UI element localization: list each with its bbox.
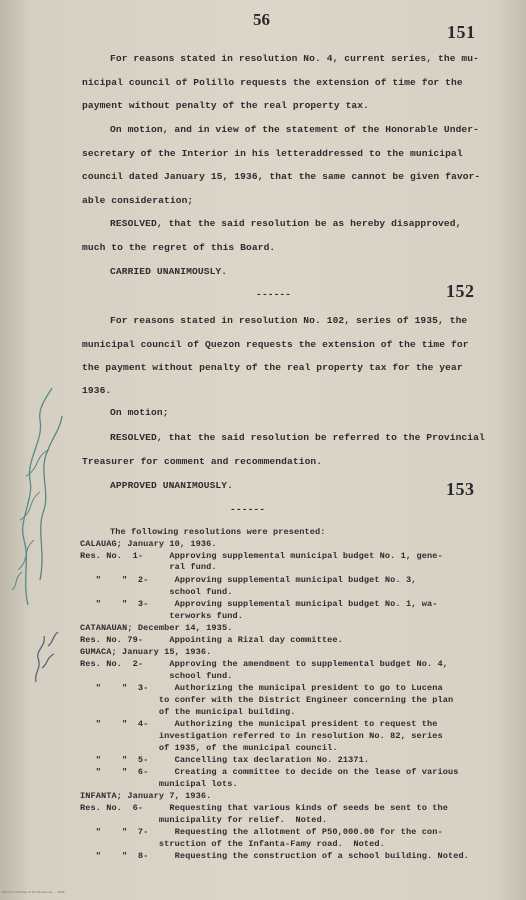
res151-line: payment without penalty of the real property tax. xyxy=(82,100,370,111)
resolution-number-153: 153 xyxy=(446,479,475,499)
res153-line: of the municipal building. xyxy=(80,707,296,717)
res153-line: struction of the Infanta-Famy road. Noted. xyxy=(80,839,385,849)
res153-line: school fund. xyxy=(80,671,233,681)
res153-line: terworks fund. xyxy=(80,611,243,621)
res151-line: secretary of the Interior in his letteraddressed to the municipal xyxy=(82,148,463,159)
res152-line: 1936. xyxy=(82,385,112,396)
res153-line: CALAUAG; January 10, 1936. xyxy=(80,539,217,549)
res152-line: RESOLVED, that the said resolution be referred to the Provincial xyxy=(110,432,485,443)
res153-line: The following resolutions were presented: xyxy=(110,527,326,537)
res152-line: Treasurer for comment and recommendation. xyxy=(82,456,323,467)
initials-mark xyxy=(28,628,62,686)
res151-line: able consideration; xyxy=(82,195,194,206)
separator: ------ xyxy=(256,289,292,300)
res152-line: On motion; xyxy=(110,407,169,418)
res153-line: Res. No. 79- Appointing a Rizal day committee. xyxy=(80,635,343,645)
res153-line: " " 3- Authorizing the municipal president to go to Lucena xyxy=(80,683,443,693)
res153-line: " " 4- Authorizing the municipal president to request the xyxy=(80,719,438,729)
footer-note: Record / Minutes of the Provincial ... 1936 xyxy=(2,890,65,894)
res151-line: For reasons stated in resolution No. 4, current series, the mu- xyxy=(110,53,480,64)
res153-line: municipality for relief. Noted. xyxy=(80,815,328,825)
resolution-number-152: 152 xyxy=(446,281,475,301)
res151-line: CARRIED UNANIMOUSLY. xyxy=(110,266,228,277)
res151-line: council dated January 15, 1936, that the same cannot be given favor- xyxy=(82,171,481,182)
res153-line: " " 2- Approving supplemental municipal budget No. 3, xyxy=(80,575,417,585)
res153-line: " " 8- Requesting the construction of a school building. Noted. xyxy=(80,851,470,861)
res153-line: " " 7- Requesting the allotment of P50,000.00 for the con- xyxy=(80,827,443,837)
res153-line: Res. No. 2- Approving the amendment to supplemental budget No. 4, xyxy=(80,659,448,669)
res151-line: RESOLVED, that the said resolution be as hereby disapproved, xyxy=(110,218,462,229)
res153-line: INFANTA; January 7, 1936. xyxy=(80,791,212,801)
res153-line: ral fund. xyxy=(80,562,217,572)
res152-line: the payment without penalty of the real property tax for the year xyxy=(82,362,463,373)
res152-line: For reasons stated in resolution No. 102, series of 1935, the xyxy=(110,315,468,326)
res153-line: CATANAUAN; December 14, 1935. xyxy=(80,623,233,633)
res152-line: municipal council of Quezon requests the extension of the time for xyxy=(82,339,469,350)
res153-line: Res. No. 1- Approving supplemental municipal budget No. 1, gene- xyxy=(80,551,443,561)
page-number: 56 xyxy=(253,10,270,29)
res153-line: " " 5- Cancelling tax declaration No. 21371. xyxy=(80,755,370,765)
res153-line: " " 3- Approving supplemental municipal budget No. 1, wa- xyxy=(80,599,438,609)
resolution-number-151: 151 xyxy=(447,22,476,42)
res153-line: of 1935, of the municipal council. xyxy=(80,743,338,753)
res152-line: APPROVED UNANIMOUSLY. xyxy=(110,480,234,491)
res153-line: Res. No. 6- Requesting that various kinds of seeds be sent to the xyxy=(80,803,448,813)
res153-line: school fund. xyxy=(80,587,233,597)
res153-line: investigation referred to in resolution No. 82, series xyxy=(80,731,443,741)
res151-line: nicipal council of Polillo requests the extension of time for the xyxy=(82,77,463,88)
res153-line: GUMACA; January 15, 1936. xyxy=(80,647,212,657)
res151-line: much to the regret of this Board. xyxy=(82,242,276,253)
res153-line: to confer with the District Engineer concerning the plan xyxy=(80,695,454,705)
res153-line: municipal lots. xyxy=(80,779,238,789)
res153-line: " " 6- Creating a committee to decide on the lease of various xyxy=(80,767,459,777)
margin-signature xyxy=(0,380,70,610)
separator: ------ xyxy=(230,504,266,515)
res151-line: On motion, and in view of the statement of the Honorable Under- xyxy=(110,124,480,135)
